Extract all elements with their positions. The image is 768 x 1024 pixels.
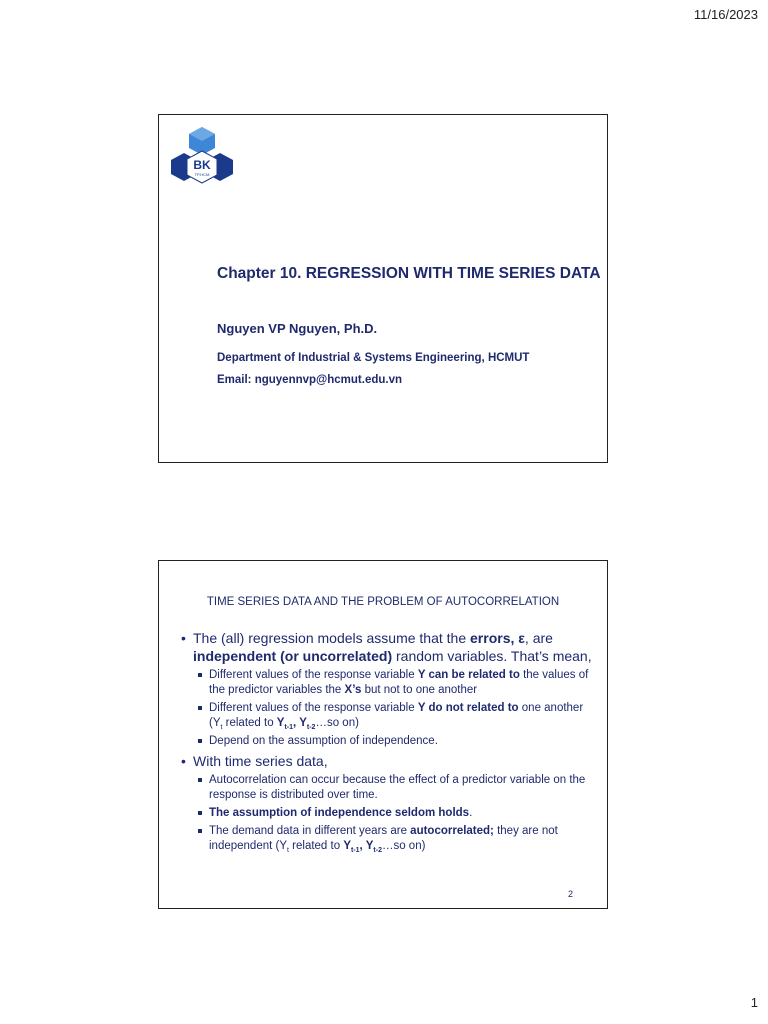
square-bullet-icon bbox=[198, 673, 202, 677]
text: the values of the predictor variables the bbox=[209, 669, 589, 696]
bold-text: Y bbox=[365, 840, 374, 852]
bold-text: Y do not related to bbox=[417, 702, 519, 714]
bold-text: errors, ε bbox=[470, 630, 525, 646]
square-bullet-icon bbox=[198, 706, 202, 710]
bold-text: Y bbox=[299, 717, 307, 729]
bullet-item bbox=[179, 752, 595, 770]
slide-heading: TIME SERIES DATA AND THE PROBLEM OF AUTOCORRELATION bbox=[206, 596, 560, 608]
text: …so on) bbox=[381, 840, 426, 852]
square-bullet-icon bbox=[198, 811, 202, 815]
text: one another (Y bbox=[209, 702, 584, 729]
text: With time series data, bbox=[193, 753, 328, 769]
bold-text: , bbox=[293, 717, 300, 729]
text: …so on) bbox=[315, 717, 359, 729]
department: Department of Industrial & Systems Engineering, HCMUT bbox=[217, 352, 530, 364]
text: but not to one another bbox=[361, 684, 478, 696]
square-bullet-icon bbox=[198, 778, 202, 782]
bold-text: The assumption of independence seldom holds bbox=[209, 807, 470, 819]
content-slide bbox=[158, 560, 608, 909]
bold-text: X’s bbox=[344, 684, 362, 696]
university-logo bbox=[171, 125, 233, 189]
text: , are bbox=[524, 630, 553, 646]
bold-text: independent (or uncorrelated) bbox=[193, 648, 393, 664]
sub-bullet-item bbox=[179, 668, 595, 698]
square-bullet-icon bbox=[198, 739, 202, 743]
bullet-dot-icon: • bbox=[181, 630, 186, 646]
logo-text: BK bbox=[193, 158, 211, 172]
text: . bbox=[469, 807, 473, 819]
square-bullet-icon bbox=[198, 829, 202, 833]
subscript: t-2 bbox=[306, 724, 316, 731]
sub-bullet-item bbox=[179, 824, 595, 854]
text: random variables. That’s mean, bbox=[392, 648, 592, 664]
subscript: t-1 bbox=[350, 847, 360, 854]
text: Different values of the response variable bbox=[209, 669, 418, 681]
page-date: 11/16/2023 bbox=[693, 7, 758, 22]
bold-text: Y bbox=[343, 840, 351, 852]
text: related to bbox=[222, 717, 277, 729]
sub-bullet-item bbox=[179, 701, 595, 731]
text: The (all) regression models assume that the bbox=[193, 630, 471, 646]
bold-text: Y bbox=[276, 717, 285, 729]
text: Autocorrelation can occur because the effect of a predictor variable on the response is distributed over time. bbox=[209, 774, 586, 801]
bullet-item bbox=[179, 629, 595, 665]
logo-subtext: TP.HCM bbox=[194, 172, 210, 177]
bold-text: autocorrelated; bbox=[410, 825, 494, 837]
subscript: t-2 bbox=[373, 847, 382, 854]
sub-bullet-item bbox=[179, 734, 595, 749]
subscript: t bbox=[220, 724, 223, 731]
email: Email: nguyennvp@hcmut.edu.vn bbox=[217, 374, 403, 386]
page-number: 1 bbox=[750, 995, 758, 1010]
subscript: t-1 bbox=[284, 724, 294, 731]
sub-bullet-item bbox=[179, 773, 595, 803]
slide-body bbox=[179, 629, 595, 857]
text: they are not independent (Y bbox=[209, 825, 558, 852]
text: The demand data in different years are bbox=[209, 825, 411, 837]
bullet-dot-icon: • bbox=[181, 753, 186, 769]
text: related to bbox=[288, 840, 344, 852]
slide-number: 2 bbox=[567, 889, 573, 899]
sub-bullet-item bbox=[179, 806, 595, 821]
bold-text: , bbox=[359, 840, 366, 852]
text: Depend on the assumption of independence. bbox=[209, 735, 438, 747]
author-name: Nguyen VP Nguyen, Ph.D. bbox=[217, 321, 378, 336]
title-slide bbox=[158, 114, 608, 463]
text: Different values of the response variable bbox=[209, 702, 418, 714]
chapter-title: Chapter 10. REGRESSION WITH TIME SERIES DATA bbox=[217, 265, 601, 282]
subscript: t bbox=[287, 847, 289, 854]
bold-text: Y can be related to bbox=[417, 669, 520, 681]
